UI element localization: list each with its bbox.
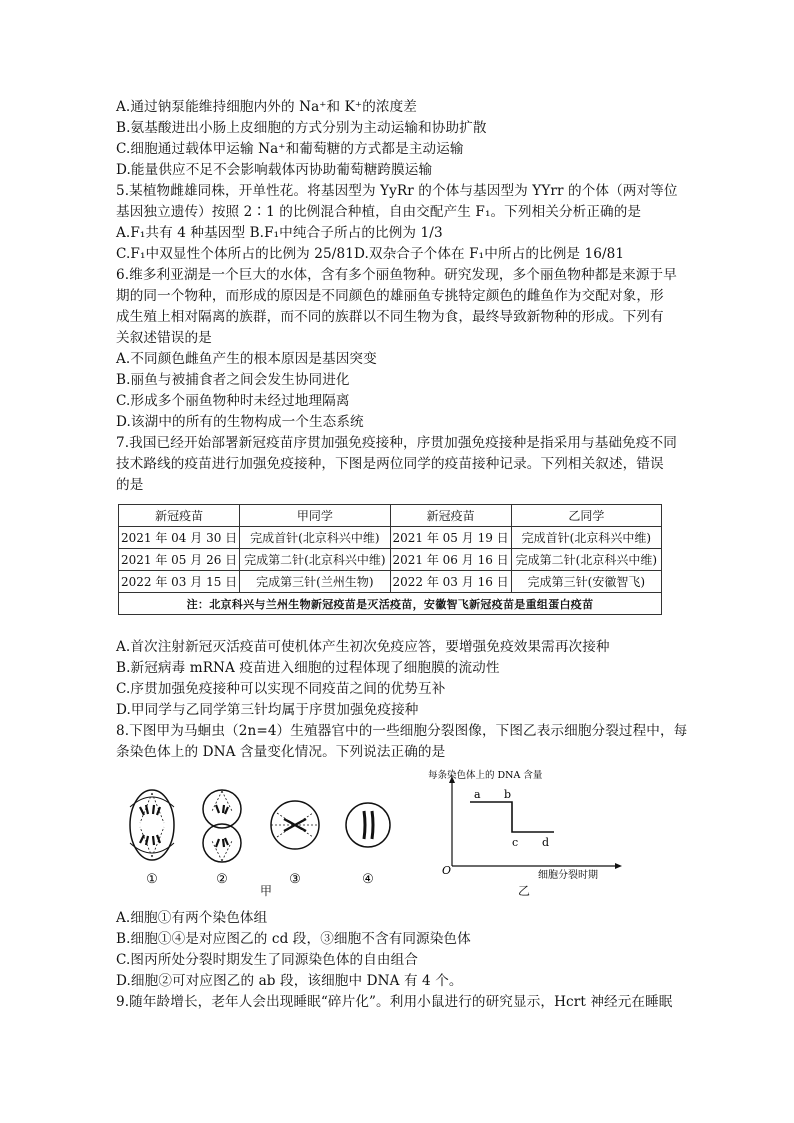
q9-stem-line1: 9.随年龄增长，老年人会出现睡眠“碎片化”。利用小鼠进行的研究显示，Hcrt 神经元在睡眠 xyxy=(116,994,673,1010)
cell-2-diagram xyxy=(203,790,241,862)
q6-stem-line4: 关叙述错误的是 xyxy=(116,330,212,346)
table-header-row xyxy=(119,505,662,527)
q6-option-d: D.该湖中的所有的生物构成一个生态系统 xyxy=(116,414,364,430)
cell-label-1: ① xyxy=(146,872,158,887)
table-row xyxy=(119,571,662,593)
q7-option-a: A.首次注射新冠灭活疫苗可使机体产生初次免疫应答，要增强免疫效果需再次接种 xyxy=(116,639,610,655)
table-cell: 2021 年 04 月 30 日 xyxy=(119,527,240,549)
cell-label-2: ② xyxy=(216,872,228,887)
table-cell: 2021 年 06 月 16 日 xyxy=(390,549,511,571)
graph-x-label: 细胞分裂时期 xyxy=(538,870,598,881)
q4-option-c: C.细胞通过载体甲运输 Na⁺和葡萄糖的方式都是主动运输 xyxy=(116,141,464,157)
q4-option-b: B.氨基酸进出小肠上皮细胞的方式分别为主动运输和协助扩散 xyxy=(116,120,487,136)
q4-option-d: D.能量供应不足不会影响载体丙协助葡萄糖跨膜运输 xyxy=(116,162,433,178)
q7-stem-line3: 的是 xyxy=(116,477,144,493)
x-axis-arrow-icon xyxy=(615,863,622,869)
q6-stem-line3: 成生殖上相对隔离的族群，而不同的族群以不同生物为食，最终导致新物种的形成。下列有 xyxy=(116,309,664,325)
table-cell: 完成首针(北京科兴中维) xyxy=(511,527,661,549)
table-cell: 完成第三针(兰州生物) xyxy=(240,571,390,593)
cell-3-diagram xyxy=(271,801,319,849)
table-note: 注：北京科兴与兰州生物新冠疫苗是灭活疫苗，安徽智飞新冠疫苗是重组蛋白疫苗 xyxy=(119,593,662,615)
cell-4-diagram xyxy=(346,803,390,847)
q5-stem-line1: 5.某植物雌雄同株，开单性花。将基因型为 YyRr 的个体与基因型为 YYrr 的个体（两对等位 xyxy=(116,183,678,199)
q6-stem-line1: 6.维多利亚湖是一个巨大的水体，含有多个丽鱼物种。研究发现，多个丽鱼物种都是来源于早 xyxy=(116,267,677,283)
cell-1-diagram xyxy=(130,790,174,860)
table-header-cell: 新冠疫苗 xyxy=(390,505,511,527)
table-cell: 2022 年 03 月 16 日 xyxy=(390,571,511,593)
figure-yi-graph xyxy=(428,768,628,898)
q7-option-c: C.序贯加强免疫接种可以实现不同疫苗之间的优势互补 xyxy=(116,681,446,697)
table-cell: 2021 年 05 月 26 日 xyxy=(119,549,240,571)
table-cell: 完成第二针(北京科兴中维) xyxy=(511,549,661,571)
q7-option-d: D.甲同学与乙同学第三针均属于序贯加强免疫接种 xyxy=(116,702,419,718)
dna-content-line xyxy=(470,802,554,832)
q8-stem-line1: 8.下图甲为马蛔虫（2n=4）生殖器官中的一些细胞分裂图像，下图乙表示细胞分裂过程中，每 xyxy=(116,723,688,739)
q5-options-cd: C.F₁中双显性个体所占的比例为 25/81D.双杂合子个体在 F₁中所占的比例是 16/81 xyxy=(116,246,625,262)
table-header-cell: 甲同学 xyxy=(240,505,390,527)
graph-point-c: c xyxy=(512,836,519,849)
table-cell: 完成第二针(北京科兴中维) xyxy=(240,549,390,571)
table-header-cell: 乙同学 xyxy=(511,505,661,527)
table-cell: 完成第三针(安徽智飞) xyxy=(511,571,661,593)
table-cell: 2021 年 05 月 19 日 xyxy=(390,527,511,549)
q8-option-c: C.图丙所处分裂时期发生了同源染色体的自由组合 xyxy=(116,952,419,968)
q5-stem-line2: 基因独立遗传）按照 2∶1 的比例混合种植，自由交配产生 F₁。下列相关分析正确的是 xyxy=(116,204,642,220)
graph-origin-label: O xyxy=(442,864,452,877)
q6-option-c: C.形成多个丽鱼物种时未经过地理隔离 xyxy=(116,393,350,409)
table-note-row xyxy=(119,593,662,615)
cell-label-4: ④ xyxy=(362,872,374,887)
q6-option-b: B.丽鱼与被捕食者之间会发生协同进化 xyxy=(116,372,350,388)
q8-option-a: A.细胞①有两个染色体组 xyxy=(116,910,268,926)
table-cell: 完成首针(北京科兴中维) xyxy=(240,527,390,549)
q8-option-d: D.细胞②可对应图乙的 ab 段，该细胞中 DNA 有 4 个。 xyxy=(116,973,463,989)
q8-option-b: B.细胞①④是对应图乙的 cd 段，③细胞不含有同源染色体 xyxy=(116,931,471,947)
q5-options-ab: A.F₁共有 4 种基因型 B.F₁中纯合子所占的比例为 1/3 xyxy=(116,225,443,241)
table-row xyxy=(119,527,662,549)
figure-jia-caption: 甲 xyxy=(260,884,273,898)
q4-option-a: A.通过钠泵能维持细胞内外的 Na⁺和 K⁺的浓度差 xyxy=(116,99,417,115)
graph-point-b: b xyxy=(504,788,512,801)
figure-jia-cells xyxy=(120,785,400,895)
q7-stem-line1: 7.我国已经开始部署新冠疫苗序贯加强免疫接种，序贯加强免疫接种是指采用与基础免疫不同 xyxy=(116,435,677,451)
q8-stem-line2: 条染色体上的 DNA 含量变化情况。下列说法正确的是 xyxy=(116,744,446,760)
q6-option-a: A.不同颜色雌鱼产生的根本原因是基因突变 xyxy=(116,351,377,367)
table-row xyxy=(119,549,662,571)
q7-stem-line2: 技术路线的疫苗进行加强免疫接种，下图是两位同学的疫苗接种记录。下列相关叙述，错误 xyxy=(116,456,664,472)
graph-y-label: 每条染色体上的 DNA 含量 xyxy=(428,770,543,781)
table-cell: 2022 年 03 月 15 日 xyxy=(119,571,240,593)
graph-point-d: d xyxy=(542,836,550,849)
cell-label-3: ③ xyxy=(289,872,301,887)
graph-point-a: a xyxy=(474,788,481,801)
figure-yi-caption: 乙 xyxy=(518,884,531,898)
vaccine-record-table xyxy=(118,504,662,615)
q7-option-b: B.新冠病毒 mRNA 疫苗进入细胞的过程体现了细胞膜的流动性 xyxy=(116,660,500,676)
q6-stem-line2: 期的同一个物种，而形成的原因是不同颜色的雄丽鱼专挑特定颜色的雌鱼作为交配对象，形 xyxy=(116,288,664,304)
table-header-cell: 新冠疫苗 xyxy=(119,505,240,527)
